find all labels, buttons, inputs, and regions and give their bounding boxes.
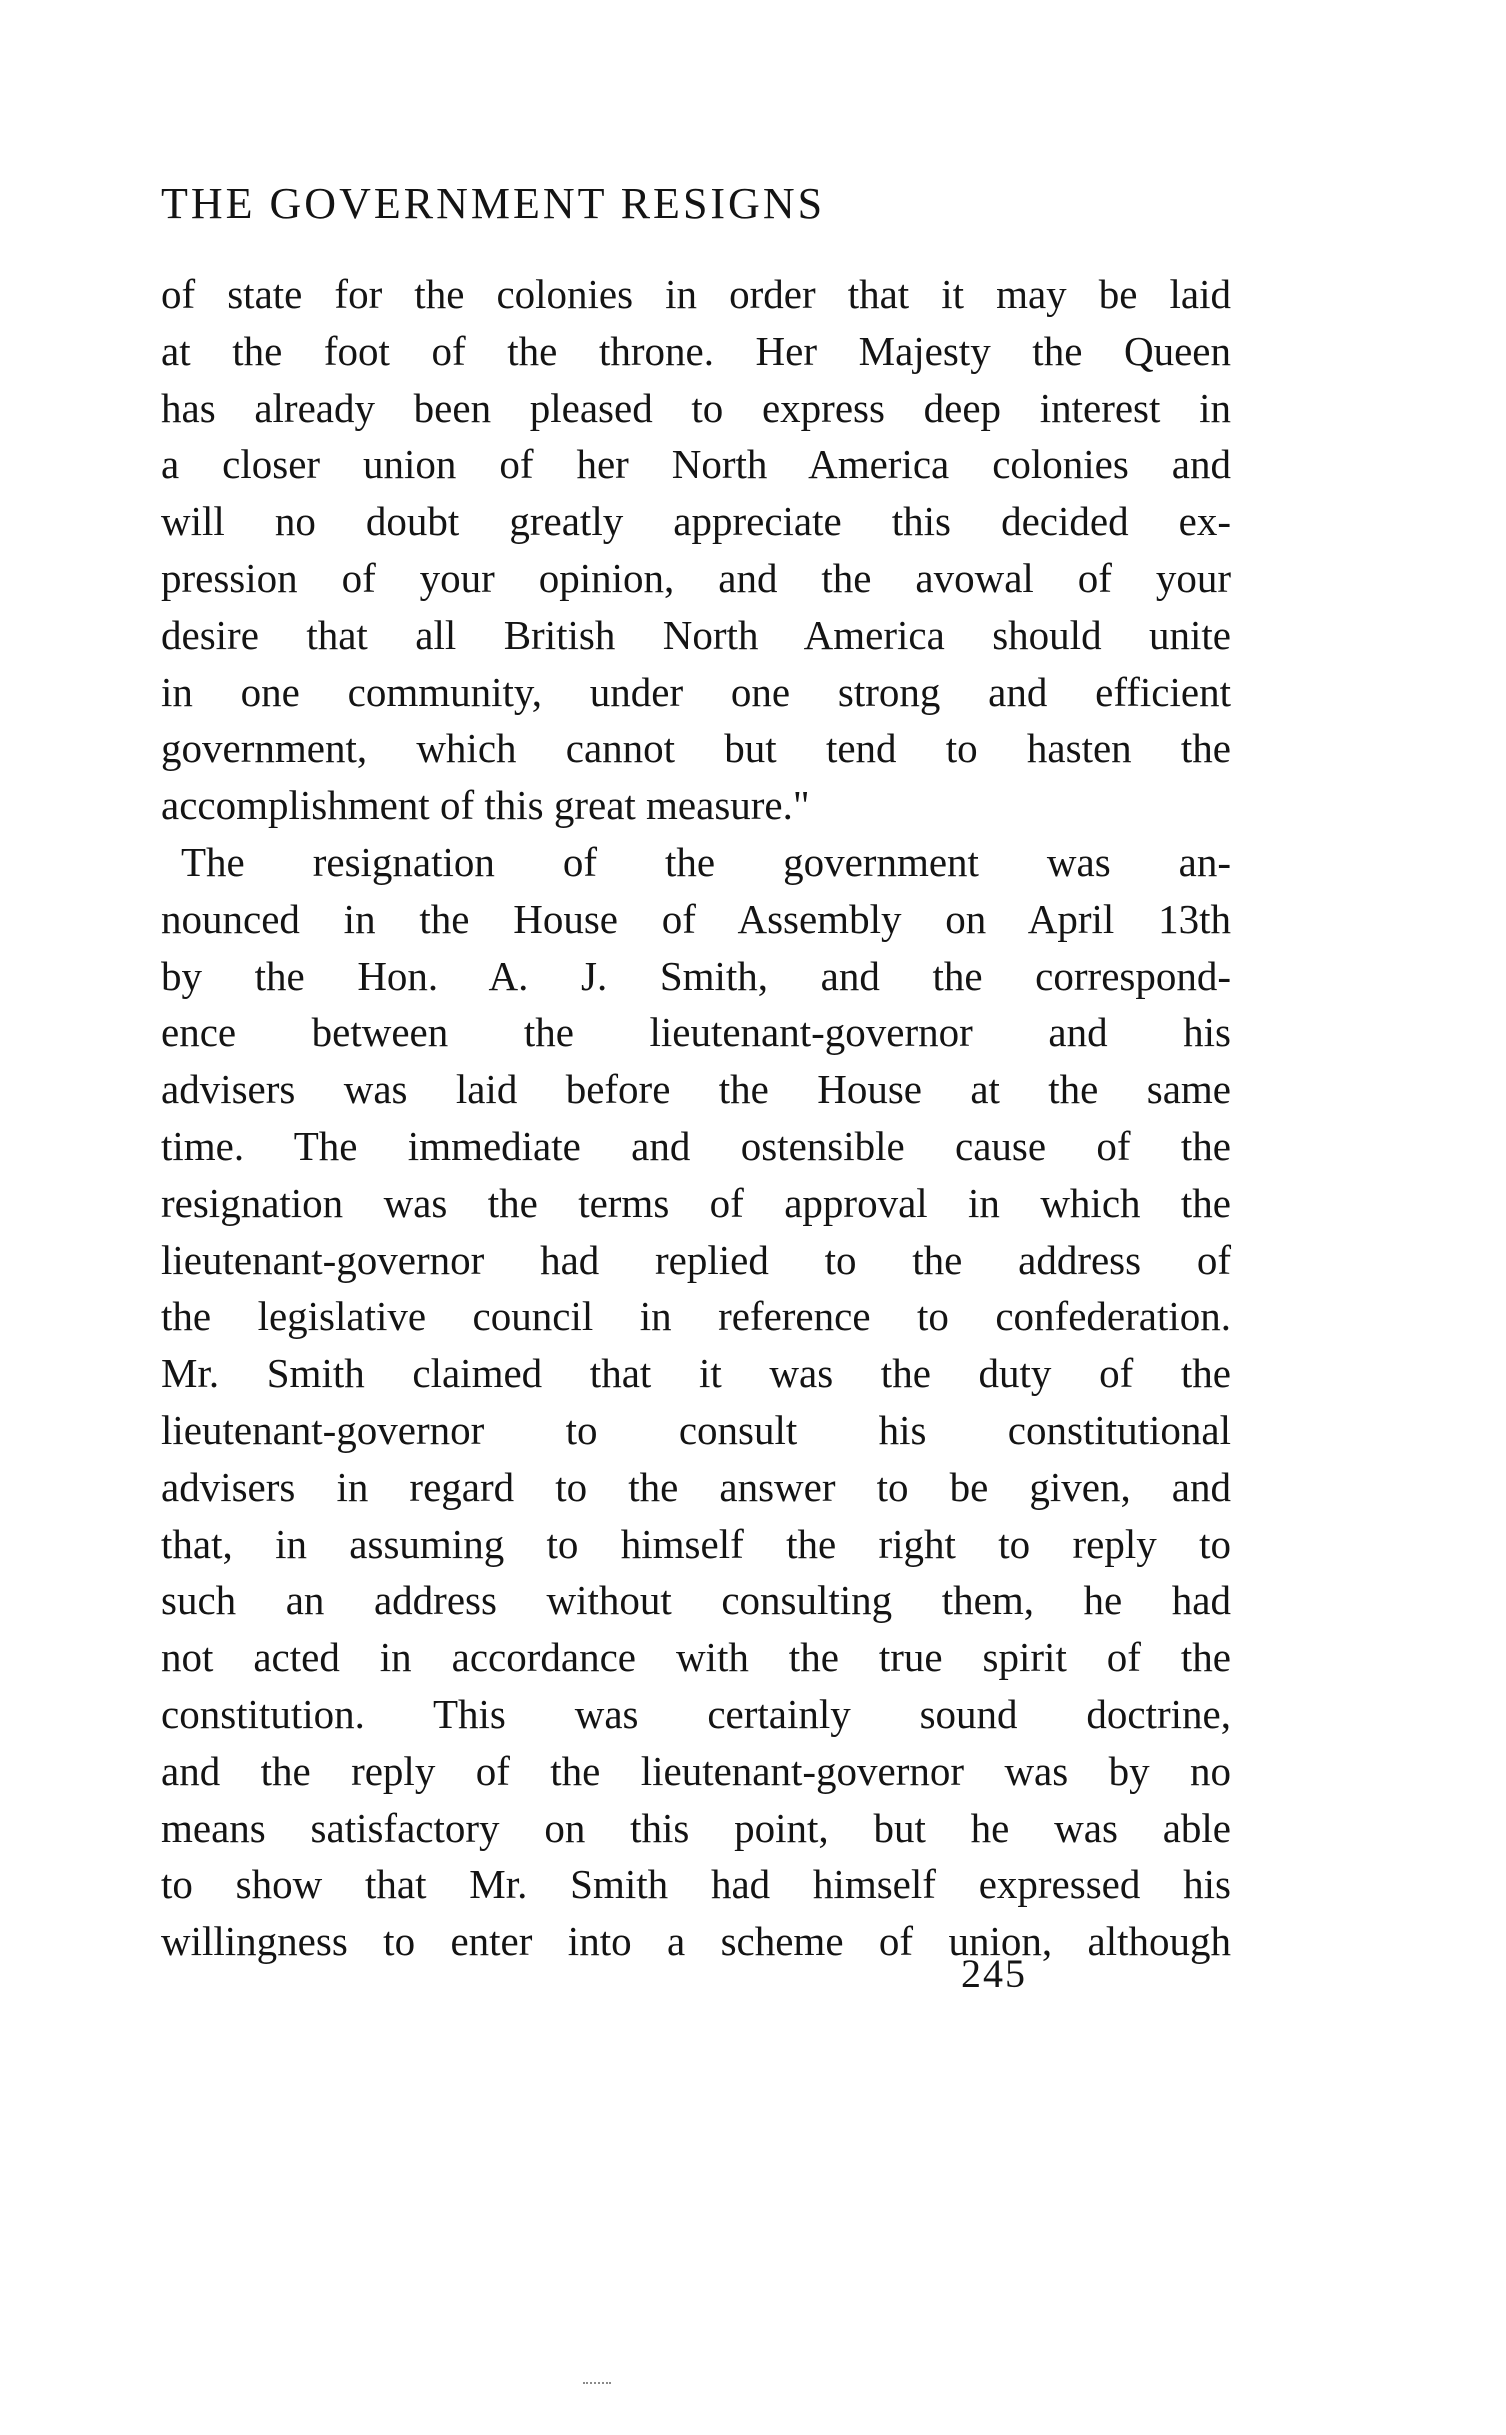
text-line: of state for the colonies in order that it may be laid [161, 271, 1231, 317]
text-line: pression of your opinion, and the avowal of your [161, 554, 1231, 601]
text-line: Mr. Smith claimed that it was the duty of the [161, 1350, 1231, 1397]
text-line: resignation was the terms of approval in which the [161, 1179, 1231, 1226]
text-line: ence between the lieutenant-governor and his [161, 1009, 1231, 1056]
paragraph-end-line: accomplishment of this great measure." [161, 782, 810, 829]
text-line: government, which cannot but tend to hasten the [161, 725, 1231, 772]
text-line: such an address without consulting them, he had [161, 1577, 1231, 1624]
text-line: means satisfactory on this point, but he was able [161, 1804, 1231, 1851]
text-line: that, in assuming to himself the right to reply to [161, 1520, 1231, 1567]
text-line: at the foot of the throne. Her Majesty the Queen [161, 327, 1231, 374]
text-line: a closer union of her North America colonies and [161, 441, 1231, 488]
page-number: 245 [961, 1951, 1027, 1996]
body-text [161, 266, 1231, 1970]
text-line: advisers in regard to the answer to be given, and [161, 1463, 1231, 1510]
text-line: in one community, under one strong and efficient [161, 668, 1231, 715]
text-line: by the Hon. A. J. Smith, and the correspond- [161, 952, 1231, 999]
text-line: has already been pleased to express deep interest in [161, 384, 1231, 431]
text-line: willingness to enter into a scheme of union, although [161, 1918, 1231, 1965]
text-line: lieutenant-governor had replied to the address of [161, 1236, 1231, 1283]
text-line: and the reply of the lieutenant-governor was by no [161, 1747, 1231, 1794]
text-line: desire that all British North America should unite [161, 611, 1231, 658]
text-line: not acted in accordance with the true spirit of the [161, 1634, 1231, 1681]
paragraph-start-line: The resignation of the government was an- [181, 838, 1231, 885]
text-line: to show that Mr. Smith had himself expressed his [161, 1861, 1231, 1908]
text-line: constitution. This was certainly sound doctrine, [161, 1690, 1231, 1737]
text-line: nounced in the House of Assembly on April 13th [161, 895, 1231, 942]
text-line: time. The immediate and ostensible cause of the [161, 1122, 1231, 1169]
text-line: will no doubt greatly appreciate this decided ex- [161, 498, 1231, 545]
text-line: lieutenant-governor to consult his constitutional [161, 1406, 1231, 1453]
text-line: advisers was laid before the House at the same [161, 1066, 1231, 1113]
scan-mark [583, 2382, 611, 2387]
text-line: the legislative council in reference to confederation. [161, 1293, 1231, 1340]
running-head: THE GOVERNMENT RESIGNS [161, 179, 826, 228]
